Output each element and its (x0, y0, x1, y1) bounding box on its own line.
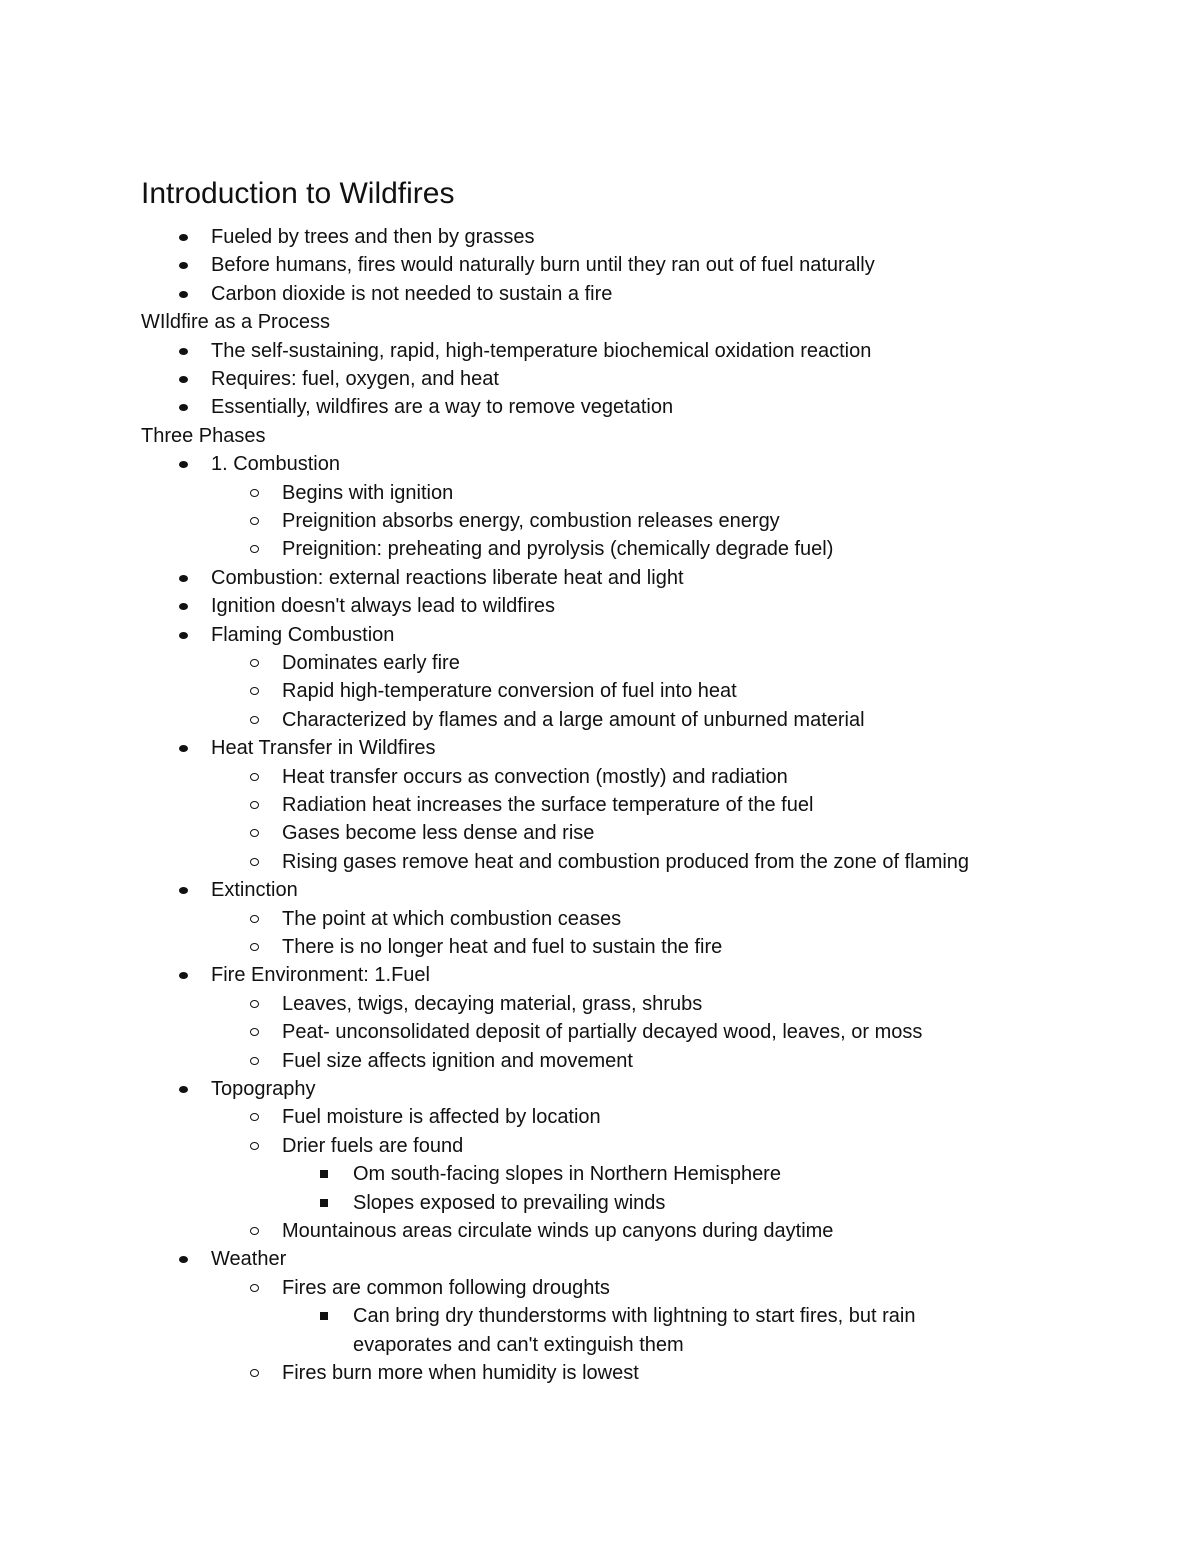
disc-icon (179, 450, 189, 478)
disc-icon (179, 564, 189, 592)
list-item: The point at which combustion ceases (282, 908, 622, 930)
list-item: Preignition: preheating and pyrolysis (chemically degrade fuel) (282, 538, 834, 560)
disc-icon (179, 734, 189, 762)
list-item: Heat transfer occurs as convection (mostly) and radiation (282, 766, 788, 788)
list-item: Fuel size affects ignition and movement (282, 1050, 633, 1072)
disc-icon (179, 223, 189, 251)
list-item: Slopes exposed to prevailing winds (353, 1192, 666, 1214)
circle-icon (250, 507, 260, 535)
disc-icon (179, 592, 189, 620)
list-item: Fires burn more when humidity is lowest (282, 1362, 639, 1384)
section-heading: WIldfire as a Process (141, 311, 330, 333)
list-item: Flaming Combustion (211, 624, 395, 646)
list-item: Om south-facing slopes in Northern Hemisphere (353, 1163, 781, 1185)
circle-icon (250, 649, 260, 677)
list-item: Peat- unconsolidated deposit of partially decayed wood, leaves, or moss (282, 1021, 923, 1043)
list-item: Gases become less dense and rise (282, 822, 595, 844)
circle-icon (250, 1274, 260, 1302)
disc-icon (179, 393, 189, 421)
list-item: Rapid high-temperature conversion of fuel into heat (282, 680, 737, 702)
circle-icon (250, 990, 260, 1018)
disc-icon (179, 251, 189, 279)
list-item: Drier fuels are found (282, 1135, 464, 1157)
list-item: Leaves, twigs, decaying material, grass, shrubs (282, 993, 703, 1015)
circle-icon (250, 1217, 260, 1245)
list-item: Topography (211, 1078, 316, 1100)
square-icon (320, 1160, 330, 1188)
circle-icon (250, 933, 260, 961)
circle-icon (250, 1047, 260, 1075)
circle-icon (250, 479, 260, 507)
list-item: evaporates and can't extinguish them (353, 1334, 684, 1356)
disc-icon (179, 621, 189, 649)
disc-icon (179, 961, 189, 989)
disc-icon (179, 876, 189, 904)
list-item: There is no longer heat and fuel to sustain the fire (282, 936, 723, 958)
disc-icon (179, 1075, 189, 1103)
circle-icon (250, 848, 260, 876)
list-item: Preignition absorbs energy, combustion releases energy (282, 510, 780, 532)
disc-icon (179, 337, 189, 365)
circle-icon (250, 905, 260, 933)
list-item: Mountainous areas circulate winds up canyons during daytime (282, 1220, 834, 1242)
list-item: Rising gases remove heat and combustion produced from the zone of flaming (282, 851, 970, 873)
list-item: The self-sustaining, rapid, high-temperature biochemical oxidation reaction (211, 340, 872, 362)
circle-icon (250, 535, 260, 563)
list-item: Heat Transfer in Wildfires (211, 737, 436, 759)
list-item: Radiation heat increases the surface temperature of the fuel (282, 794, 814, 816)
square-icon (320, 1189, 330, 1217)
list-item: Essentially, wildfires are a way to remove vegetation (211, 396, 674, 418)
list-item: Can bring dry thunderstorms with lightning to start fires, but rain (353, 1305, 916, 1327)
circle-icon (250, 763, 260, 791)
list-item: Before humans, fires would naturally burn until they ran out of fuel naturally (211, 254, 875, 276)
list-item: Extinction (211, 879, 298, 901)
list-item: 1. Combustion (211, 453, 340, 475)
list-item: Fires are common following droughts (282, 1277, 610, 1299)
list-item: Dominates early fire (282, 652, 460, 674)
list-item: Fuel moisture is affected by location (282, 1106, 601, 1128)
list-item: Combustion: external reactions liberate heat and light (211, 567, 684, 589)
list-item: Weather (211, 1248, 287, 1270)
list-item: Requires: fuel, oxygen, and heat (211, 368, 499, 390)
circle-icon (250, 1018, 260, 1046)
list-item: Characterized by flames and a large amount of unburned material (282, 709, 865, 731)
circle-icon (250, 1359, 260, 1387)
document-title: Introduction to Wildfires (141, 177, 455, 210)
circle-icon (250, 791, 260, 819)
disc-icon (179, 280, 189, 308)
circle-icon (250, 677, 260, 705)
square-icon (320, 1302, 330, 1330)
circle-icon (250, 1103, 260, 1131)
circle-icon (250, 706, 260, 734)
list-item: Fueled by trees and then by grasses (211, 226, 535, 248)
disc-icon (179, 1245, 189, 1273)
disc-icon (179, 365, 189, 393)
list-item: Carbon dioxide is not needed to sustain a fire (211, 283, 613, 305)
list-item: Ignition doesn't always lead to wildfires (211, 595, 556, 617)
list-item: Begins with ignition (282, 482, 454, 504)
list-item: Fire Environment: 1.Fuel (211, 964, 430, 986)
circle-icon (250, 1132, 260, 1160)
section-heading: Three Phases (141, 425, 266, 447)
circle-icon (250, 819, 260, 847)
